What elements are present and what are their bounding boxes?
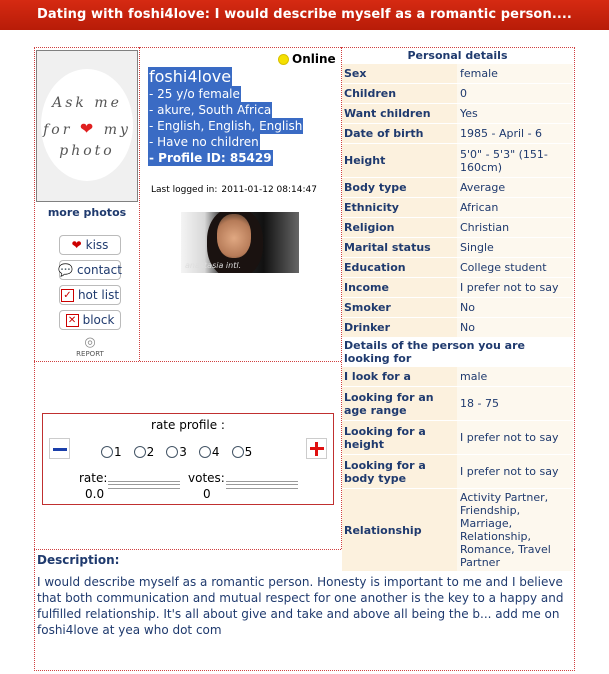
details-value: No	[457, 318, 573, 338]
profile-picture[interactable]	[181, 212, 299, 273]
details-key: I look for a	[342, 367, 457, 387]
details-key: Body type	[342, 178, 457, 198]
details-value: I prefer not to say	[457, 455, 573, 489]
description-title: Description:	[37, 553, 120, 567]
details-row	[342, 455, 573, 489]
details-row	[342, 64, 573, 84]
children-summary: - Have no children	[149, 135, 259, 149]
details-row	[342, 278, 573, 298]
picture-watermark: anastasia intl.	[185, 261, 242, 270]
radio-icon[interactable]	[101, 446, 113, 458]
radio-icon[interactable]	[199, 446, 211, 458]
details-key: Date of birth	[342, 124, 457, 144]
details-section-row	[342, 48, 573, 64]
last-logged-in	[151, 185, 317, 195]
radio-icon[interactable]	[232, 446, 244, 458]
details-value: I prefer not to say	[457, 278, 573, 298]
divider	[139, 47, 140, 361]
username: foshi4love	[149, 67, 232, 86]
description-text: I would describe myself as a romantic person. Honesty is important to me and I believe that both communication and mutual respect for one another is the key to a happy and fulfilled relationship. It's all about give and take and above all being the b... add me on foshi4love at yea who dot com	[37, 575, 564, 637]
rating-title: rate profile :	[151, 418, 225, 432]
location: - akure, South Africa	[149, 103, 272, 117]
details-row	[342, 198, 573, 218]
online-label: Online	[292, 52, 336, 66]
details-key: Children	[342, 84, 457, 104]
divider	[34, 361, 341, 362]
radio-icon[interactable]	[134, 446, 146, 458]
details-row	[342, 104, 573, 124]
details-section-title: Details of the person you are looking for	[342, 338, 573, 367]
details-key: Looking for a height	[342, 421, 457, 455]
languages: - English, English, English	[149, 119, 303, 133]
heart-icon: ❤	[71, 238, 82, 252]
rating-option-label: 5	[244, 445, 253, 459]
profile-id: - Profile ID: 85429	[149, 151, 272, 165]
details-row	[342, 124, 573, 144]
rate-minus-button[interactable]	[49, 438, 70, 459]
kiss-button[interactable]	[59, 235, 121, 255]
hotlist-label: hot list	[77, 288, 120, 302]
rating-box	[42, 413, 334, 505]
details-row	[342, 421, 573, 455]
details-value: 18 - 75	[457, 387, 573, 421]
details-row	[342, 258, 573, 278]
details-value: Single	[457, 238, 573, 258]
details-row	[342, 298, 573, 318]
personal-details-table	[342, 48, 573, 572]
rate-plus-button[interactable]	[306, 438, 327, 459]
rating-option[interactable]	[166, 445, 187, 459]
rating-option[interactable]	[134, 445, 155, 459]
page-header: Dating with foshi4love: I would describe myself as a romantic person....	[0, 0, 609, 30]
details-value: Christian	[457, 218, 573, 238]
online-status	[278, 52, 336, 66]
rating-option[interactable]	[232, 445, 253, 459]
rating-option-label: 2	[146, 445, 155, 459]
details-key: Income	[342, 278, 457, 298]
age-gender: - 25 y/o female	[149, 87, 240, 101]
votes-value: 0	[203, 487, 211, 501]
ask-text: photo	[59, 143, 115, 159]
details-key: Relationship	[342, 489, 457, 572]
details-value: No	[457, 298, 573, 318]
rate-label: rate:	[79, 471, 108, 485]
details-row	[342, 238, 573, 258]
details-value: College student	[457, 258, 573, 278]
rating-option-label: 3	[179, 445, 187, 459]
ask-for: for	[43, 122, 73, 138]
rating-option[interactable]	[101, 445, 122, 459]
details-row	[342, 489, 573, 572]
contact-button[interactable]	[59, 260, 121, 280]
details-value: male	[457, 367, 573, 387]
details-value: Average	[457, 178, 573, 198]
details-key: Religion	[342, 218, 457, 238]
hotlist-button[interactable]	[59, 285, 121, 305]
rate-value: 0.0	[85, 487, 105, 501]
details-key: Looking for an age range	[342, 387, 457, 421]
rating-option-label: 1	[114, 445, 122, 459]
rating-option[interactable]	[199, 445, 220, 459]
more-photos-link[interactable]: more photos	[47, 206, 127, 219]
rating-option-label: 4	[211, 445, 220, 459]
ask-text: Ask me	[52, 95, 122, 111]
checkbox-icon: ✓	[61, 289, 74, 302]
radio-icon[interactable]	[166, 446, 178, 458]
details-value: I prefer not to say	[457, 421, 573, 455]
details-value: 5'0" - 5'3" (151-160cm)	[457, 144, 573, 178]
details-row	[342, 84, 573, 104]
ask-text	[41, 119, 133, 138]
block-button[interactable]	[59, 310, 121, 330]
heart-icon: ❤	[79, 119, 97, 138]
details-key: Sex	[342, 64, 457, 84]
details-value: Yes	[457, 104, 573, 124]
report-label: REPORT	[76, 350, 104, 358]
photo-oval	[41, 69, 133, 181]
speech-bubble-icon: 💬	[58, 263, 74, 277]
details-section-title: Personal details	[342, 48, 573, 64]
online-dot-icon	[278, 54, 289, 65]
details-row	[342, 218, 573, 238]
profile-photo-placeholder[interactable]	[36, 50, 138, 202]
last-logged-value: 2011-01-12 08:14:47	[221, 185, 317, 195]
details-row	[342, 387, 573, 421]
picture-face	[217, 214, 251, 258]
x-box-icon: ✕	[66, 314, 79, 327]
details-row	[342, 178, 573, 198]
details-row	[342, 318, 573, 338]
details-row	[342, 367, 573, 387]
details-key: Drinker	[342, 318, 457, 338]
kiss-label: kiss	[85, 238, 109, 252]
votes-label: votes:	[188, 471, 225, 485]
details-value: African	[457, 198, 573, 218]
details-key: Looking for a body type	[342, 455, 457, 489]
report-icon: ◎	[84, 335, 96, 350]
details-key: Education	[342, 258, 457, 278]
details-section-row	[342, 338, 573, 367]
ask-my: my	[103, 122, 131, 138]
report-button[interactable]	[68, 336, 112, 358]
details-key: Want children	[342, 104, 457, 124]
details-key: Ethnicity	[342, 198, 457, 218]
details-key: Marital status	[342, 238, 457, 258]
details-value: Activity Partner, Friendship, Marriage, Relationship, Romance, Travel Partner	[457, 489, 573, 572]
rate-bar	[108, 481, 180, 489]
rating-options	[101, 445, 252, 459]
last-logged-label: Last logged in:	[151, 185, 218, 195]
block-label: block	[82, 313, 115, 327]
details-value: female	[457, 64, 573, 84]
votes-bar	[226, 481, 298, 489]
details-key: Smoker	[342, 298, 457, 318]
details-value: 1985 - April - 6	[457, 124, 573, 144]
contact-label: contact	[77, 263, 122, 277]
details-key: Height	[342, 144, 457, 178]
details-row	[342, 144, 573, 178]
details-value: 0	[457, 84, 573, 104]
